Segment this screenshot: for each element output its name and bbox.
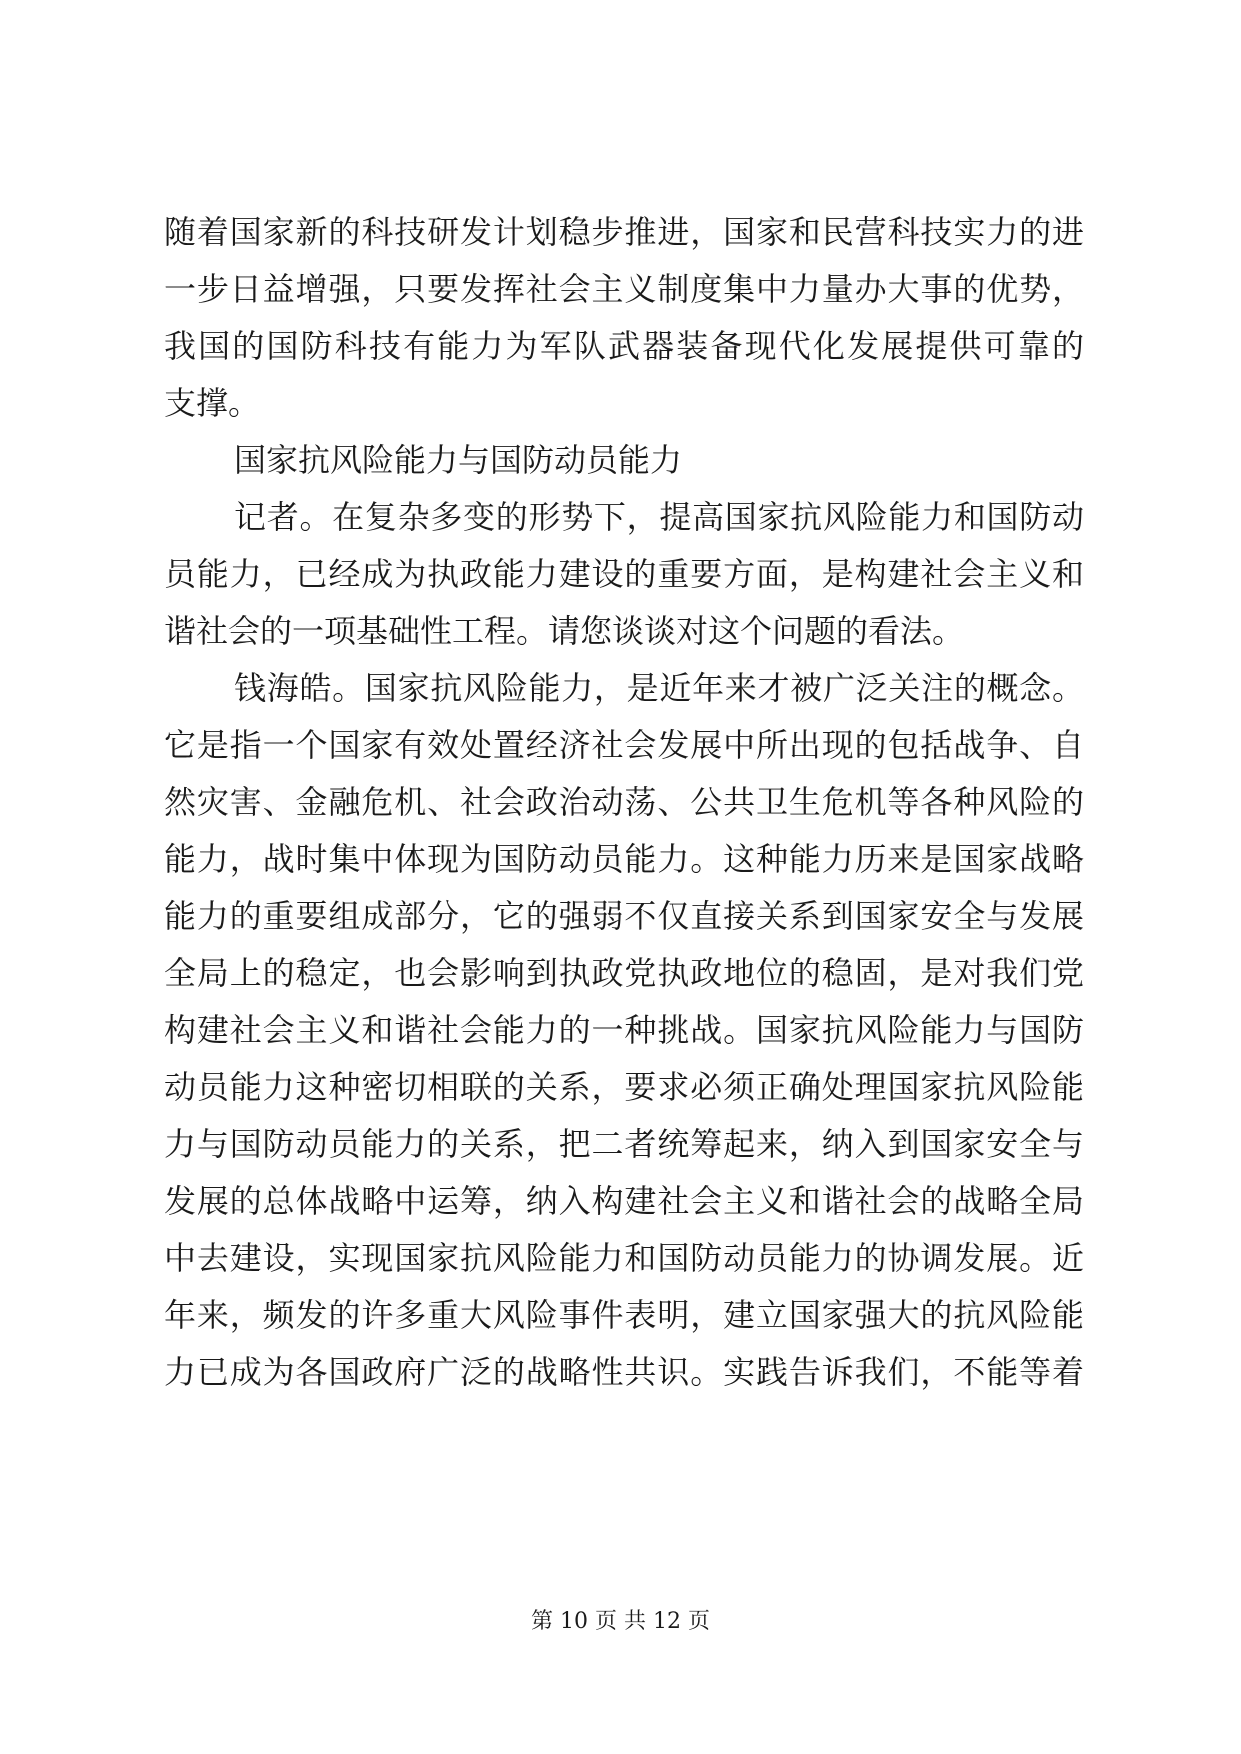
paragraph-line: 力与国防动员能力的关系，把二者统筹起来，纳入到国家安全与	[164, 1125, 1084, 1163]
paragraph-line: 记者。在复杂多变的形势下，提高国家抗风险能力和国防动	[234, 498, 1084, 536]
paragraph-line: 年来，频发的许多重大风险事件表明，建立国家强大的抗风险能	[164, 1296, 1084, 1334]
page-number-footer: 第 10 页 共 12 页	[531, 1609, 710, 1634]
section-heading: 国家抗风险能力与国防动员能力	[234, 441, 683, 479]
paragraph-line: 它是指一个国家有效处置经济社会发展中所出现的包括战争、自	[164, 726, 1084, 764]
paragraph-line: 构建社会主义和谐社会能力的一种挑战。国家抗风险能力与国防	[164, 1011, 1084, 1049]
paragraph-line: 谐社会的一项基础性工程。请您谈谈对这个问题的看法。	[164, 612, 965, 650]
paragraph-line: 动员能力这种密切相联的关系，要求必须正确处理国家抗风险能	[164, 1068, 1084, 1106]
paragraph-line: 中去建设，实现国家抗风险能力和国防动员能力的协调发展。近	[164, 1239, 1084, 1277]
paragraph-line: 全局上的稳定，也会影响到执政党执政地位的稳固，是对我们党	[164, 954, 1084, 992]
paragraph-line: 发展的总体战略中运筹，纳入构建社会主义和谐社会的战略全局	[164, 1182, 1084, 1220]
paragraph-line: 员能力，已经成为执政能力建设的重要方面，是构建社会主义和	[164, 555, 1084, 593]
paragraph-line: 我国的国防科技有能力为军队武器装备现代化发展提供可靠的	[164, 327, 1084, 365]
paragraph-line: 随着国家新的科技研发计划稳步推进，国家和民营科技实力的进	[164, 213, 1084, 251]
paragraph-line: 能力的重要组成部分，它的强弱不仅直接关系到国家安全与发展	[164, 897, 1084, 935]
paragraph-line: 支撑。	[164, 384, 261, 422]
paragraph-line: 一步日益增强，只要发挥社会主义制度集中力量办大事的优势，	[164, 270, 1084, 308]
paragraph-line: 钱海皓。国家抗风险能力，是近年来才被广泛关注的概念。	[234, 669, 1084, 707]
paragraph-line: 力已成为各国政府广泛的战略性共识。实践告诉我们，不能等着	[164, 1353, 1084, 1391]
paragraph-line: 能力，战时集中体现为国防动员能力。这种能力历来是国家战略	[164, 840, 1084, 878]
paragraph-line: 然灾害、金融危机、社会政治动荡、公共卫生危机等各种风险的	[164, 783, 1084, 821]
